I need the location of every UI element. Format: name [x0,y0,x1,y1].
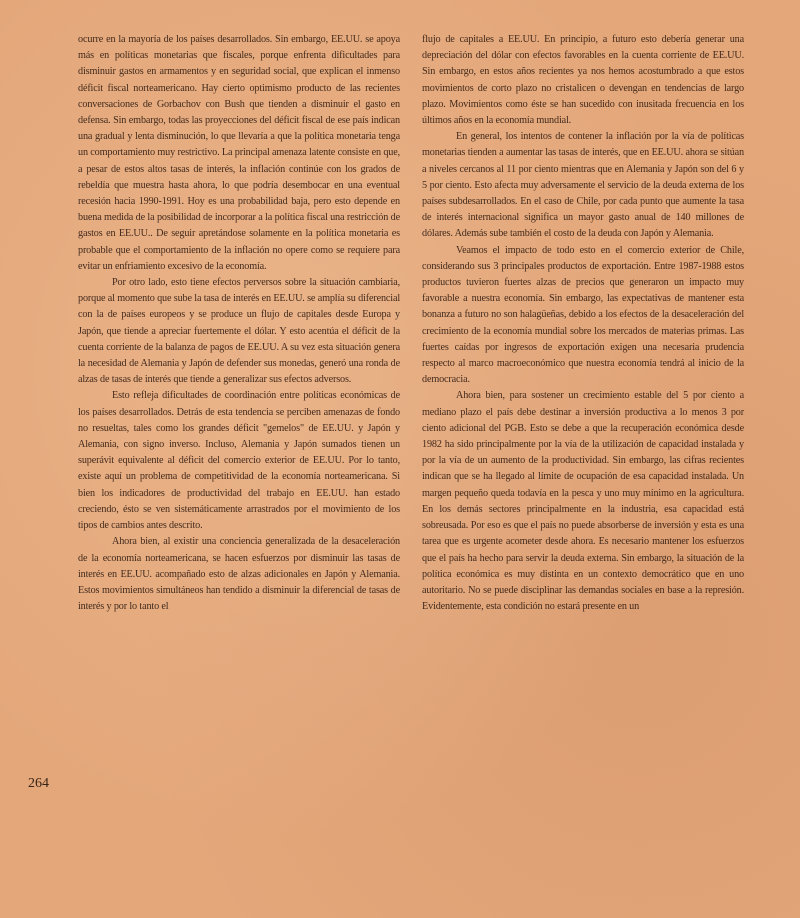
paragraph: ocurre en la mayoría de los países desarrollados. Sin embargo, EE.UU. se apoya más en políticas monetarias que fiscales, porque enfrenta dificultades para disminuir gastos en armamentos y en seguridad social, que explican el inmenso déficit fiscal norteamericano. Hay cierto optimismo producto de las recientes conversaciones de Gorbachov con Bush que tienden a disminuir el gasto en defensa. Sin embargo, todas las proyecciones del déficit fiscal de ese país indican una gradual y lenta disminución, lo que llevaría a que la política monetaria tenga un comportamiento muy restrictivo. La principal amenaza latente consiste en que, a pesar de estos altos tasas de interés, la inflación continúe con los grados de rebeldía que muestra hasta ahora, lo que podría desembocar en una eventual recesión hacia 1990-1991. Hoy es una probabilidad baja, pero esto depende en buena medida de la posibilidad de incorporar a la política fiscal una restricción de gastos en EE.UU.. De seguir apretándose solamente en la política monetaria es probable que el comportamiento de la inflación no opere como se requiere para evitar un enfriamiento excesivo de la economía. [78,34,400,272]
text-column-right [422,32,744,615]
paragraph: Veamos el impacto de todo esto en el comercio exterior de Chile, considerando sus 3 principales productos de exportación. Entre 1987-1988 estos productos tuvieron fuertes alzas de precios que generaron un impacto muy favorable a nuestra economía. Sin embargo, las expectativas de mantener esta bonanza a futuro no son halagüeñas, debido a los efectos de la desaceleración del crecimiento de la economía mundial sobre los mercados de materias primas. Las fuertes caídas por ingresos de exportación exigen una necesaria prudencia respecto al marco macroeconómico que nuestra economía tendrá al inicio de la democracia. [422,244,744,386]
page-number: 264 [28,776,49,791]
text-column-left [78,32,400,615]
paragraph: Ahora bien, para sostener un crecimiento estable del 5 por ciento a mediano plazo el país debe destinar a inversión productiva a lo menos 3 por ciento adicional del PGB. Esto se debe a que la recuperación económica desde 1982 ha sido principalmente por la vía de la utilización de capacidad instalada y por la vía de un aumento de la productividad. Sin embargo, las cifras recientes indican que se ha llegado al límite de ocupación de esa capacidad instalada. Un margen pequeño queda todavía en la pesca y uno muy mínimo en la agricultura. En los demás sectores principalmente en la industria, esa capacidad está sobreusada. Por eso es que el país no puede absorberse de inversión y esta es una tarea que es urgente acometer desde ahora. Es necesario mantener los esfuerzos que el país ha hecho para servir la deuda externa. Sin embargo, la situación de la política económica es muy distinta en un contexto democrático que en uno autoritario. No se puede disciplinar las demandas sociales en base a la represión. Evidentemente, esta condición no estará presente en un [422,390,744,613]
paragraph: flujo de capitales a EE.UU. En principio, a futuro esto debería generar una depreciación del dólar con efectos favorables en la cuenta corriente de EE.UU. Sin embargo, en estos años recientes ya nos hemos acostumbrado a que estos movimientos de corto plazo no cristalicen o devengan en tendencias de largo plazo. Movimientos como éste se han sucedido con inusitada frecuencia en los últimos años en la economía mundial. [422,34,744,127]
paragraph: Ahora bien, al existir una conciencia generalizada de la desaceleración de la economía norteamericana, se hacen esfuerzos por disminuir las tasas de interés en EE.UU. acompañado esto de alzas adicionales en Japón y Alemania. Estos movimientos simultáneos han tendido a disminuir la diferencial de tasas de interés y por lo tanto el [78,536,400,613]
paragraph: Por otro lado, esto tiene efectos perversos sobre la situación cambiaria, porque al momento que sube la tasa de interés en EE.UU. se amplía su diferencial con la de países europeos y se produce un flujo de capitales desde Europa y Japón, que tiende a apreciar fuertemente el dólar. Y esto acentúa el déficit de la cuenta corriente de la balanza de pagos de EE.UU. A su vez esta situación genera la necesidad de Alemania y Japón de defender sus monedas, generó una ronda de alzas de tasas de interés que tiende a generalizar sus efectos adversos. [78,277,400,386]
paragraph: Esto refleja dificultades de coordinación entre políticas económicas de los países desarrollados. Detrás de esta tendencia se perciben amenazas de fondo no resueltas, tales como los grandes déficit "gemelos" de EE.UU. y Japón y Alemania, con signo inverso. Incluso, Alemania y Japón sumados tienen un superávit equivalente al déficit del comercio exterior de EE.UU. Por lo tanto, existe aquí un problema de competitividad de la economía norteamericana. Si bien los indicadores de productividad del trabajo en EE.UU. han estado creciendo, ésto se ven sistemáticamente arrastrados por el movimiento de los tipos de cambios antes descrito. [78,390,400,532]
paragraph: En general, los intentos de contener la inflación por la vía de políticas monetarias tienden a aumentar las tasas de interés, que en EE.UU. ahora se sitúan a niveles cercanos al 11 por ciento mientras que en Alemania y Japón son del 6 y 5 por ciento. Esto afecta muy adversamente el servicio de la deuda externa de los países subdesarrollados. En el caso de Chile, por cada punto que aumente la tasa de interés internacional significa un mayor gasto anual de 140 millones de dólares. Además sube también el costo de la deuda con Japón y Alemania. [422,131,744,240]
